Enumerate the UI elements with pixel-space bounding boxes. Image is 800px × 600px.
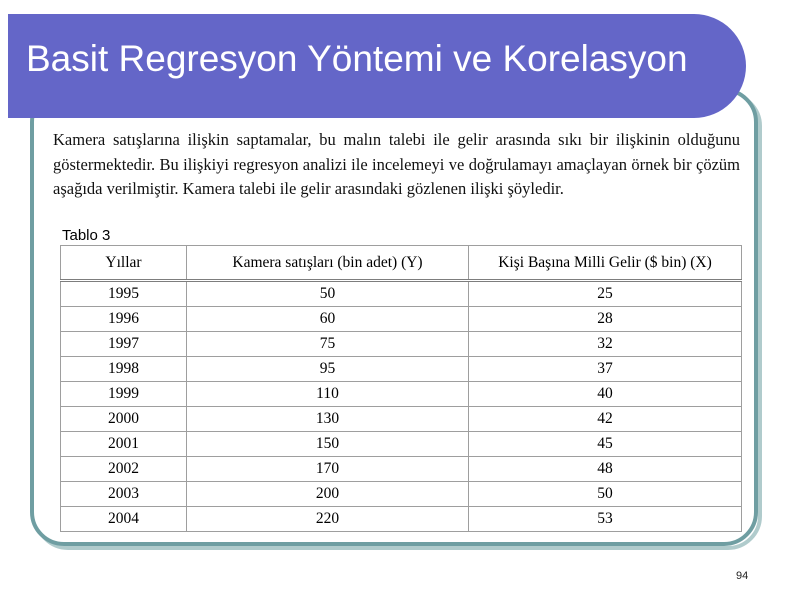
- income-cell: 42: [469, 407, 742, 432]
- slide-title: Basit Regresyon Yöntemi ve Korelasyon: [26, 38, 688, 79]
- table-row: [61, 332, 742, 357]
- year-cell: 2001: [61, 432, 187, 457]
- table-row: [61, 307, 742, 332]
- table-row: [61, 357, 742, 382]
- income-cell: 28: [469, 307, 742, 332]
- sales-cell: 130: [187, 407, 469, 432]
- table-caption: Tablo 3: [62, 227, 111, 244]
- table-row: [61, 507, 742, 532]
- table-row: [61, 382, 742, 407]
- table-row: [61, 457, 742, 482]
- income-cell: 32: [469, 332, 742, 357]
- table-row: [61, 281, 742, 307]
- income-cell: 45: [469, 432, 742, 457]
- intro-paragraph: Kamera satışlarına ilişkin saptamalar, bu malın talebi ile gelir arasında sıkı bir ilişkinin olduğunu göstermektedir. Bu ilişkiyi regresyon analizi ile incelemeyi ve doğrulamayı amaçlayan örnek bir çözüm aşağıda verilmiştir. Kamera talebi ile gelir arasındaki gözlenen ilişki şöyledir.: [53, 130, 740, 198]
- year-cell: 1996: [61, 307, 187, 332]
- income-cell: 40: [469, 382, 742, 407]
- header-years: Yıllar: [61, 246, 187, 281]
- income-cell: 50: [469, 482, 742, 507]
- income-cell: 25: [469, 281, 742, 307]
- sales-cell: 60: [187, 307, 469, 332]
- income-cell: 37: [469, 357, 742, 382]
- sales-cell: 200: [187, 482, 469, 507]
- page-number: 94: [736, 570, 749, 582]
- table-row: [61, 407, 742, 432]
- table-row: [61, 432, 742, 457]
- year-cell: 1995: [61, 281, 187, 307]
- income-cell: 53: [469, 507, 742, 532]
- table-row: [61, 482, 742, 507]
- sales-cell: 170: [187, 457, 469, 482]
- year-cell: 1999: [61, 382, 187, 407]
- sales-cell: 150: [187, 432, 469, 457]
- income-cell: 48: [469, 457, 742, 482]
- sales-cell: 75: [187, 332, 469, 357]
- sales-cell: 110: [187, 382, 469, 407]
- year-cell: 2003: [61, 482, 187, 507]
- year-cell: 2002: [61, 457, 187, 482]
- table-header-row: [61, 246, 742, 281]
- year-cell: 2004: [61, 507, 187, 532]
- title-underline: [38, 120, 716, 122]
- year-cell: 1997: [61, 332, 187, 357]
- header-camera-sales: Kamera satışları (bin adet) (Y): [187, 246, 469, 281]
- year-cell: 2000: [61, 407, 187, 432]
- sales-cell: 50: [187, 281, 469, 307]
- header-income: Kişi Başına Milli Gelir ($ bin) (X): [469, 246, 742, 281]
- data-table: [60, 245, 742, 532]
- sales-cell: 95: [187, 357, 469, 382]
- sales-cell: 220: [187, 507, 469, 532]
- year-cell: 1998: [61, 357, 187, 382]
